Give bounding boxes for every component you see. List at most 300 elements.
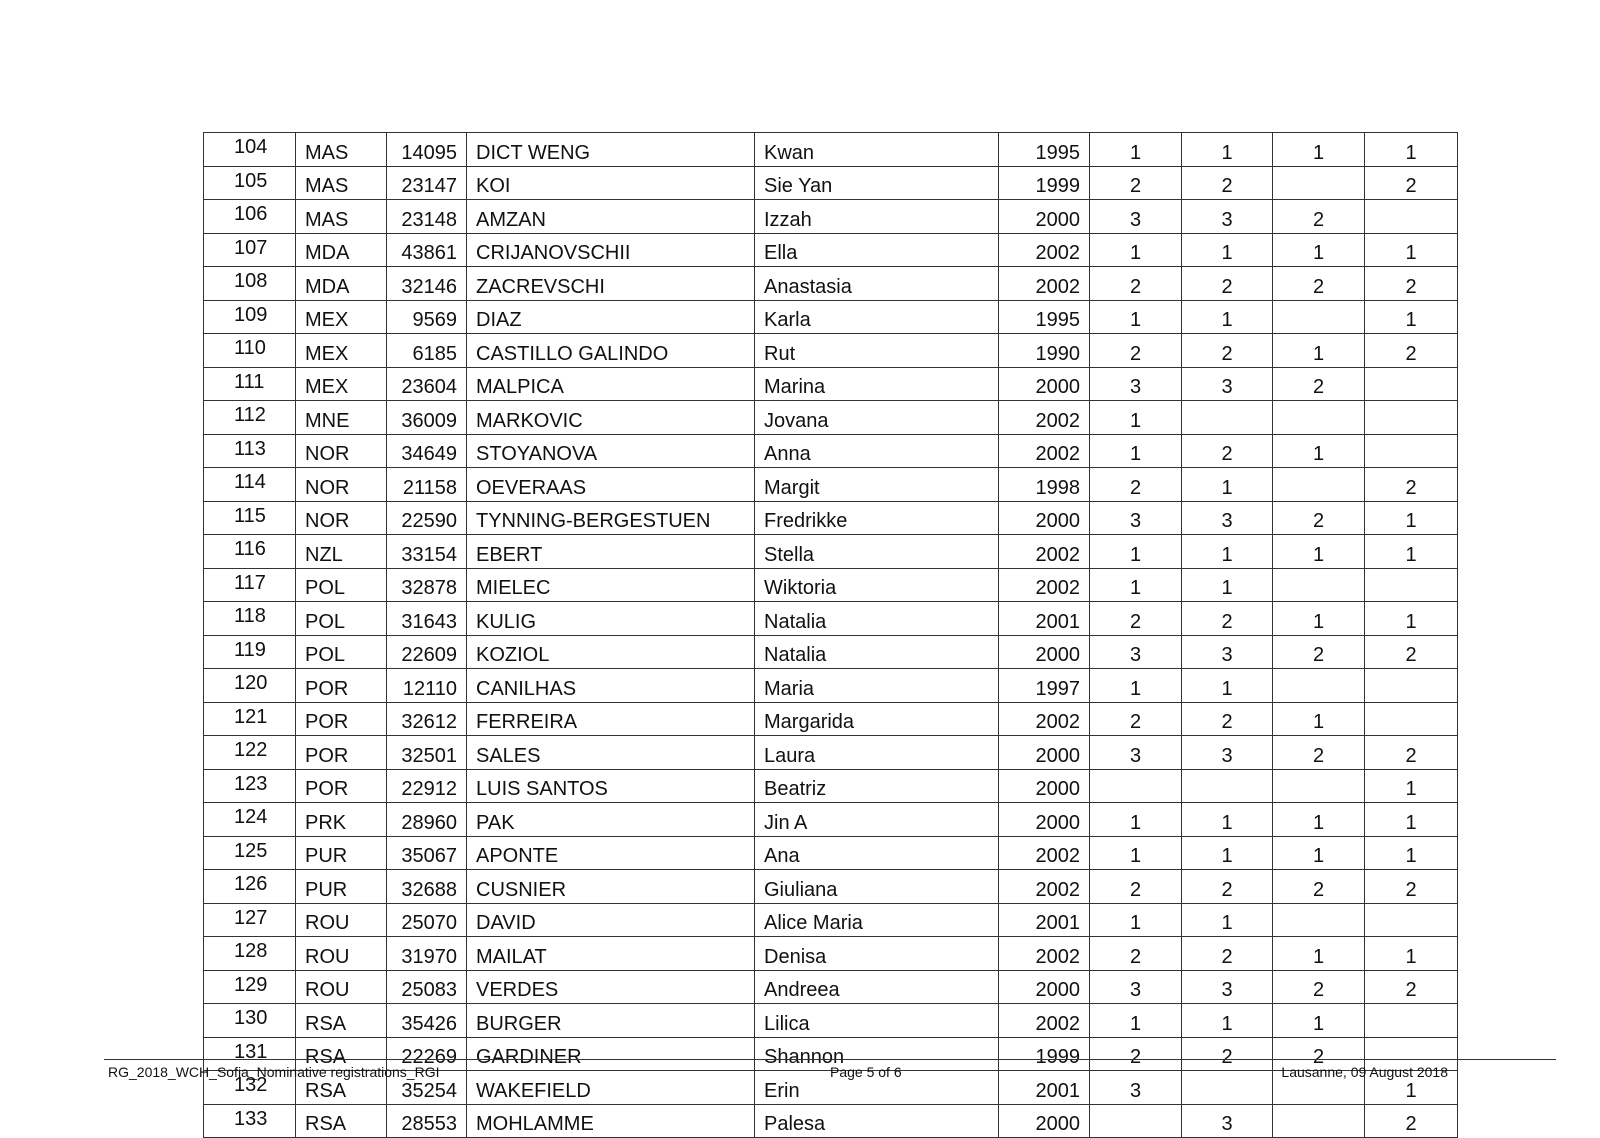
cell-birth-year: 2000 (999, 200, 1090, 234)
cell-id: 12110 (387, 669, 467, 703)
cell-given-name: Erin (755, 1071, 999, 1105)
cell-country: NOR (296, 501, 387, 535)
cell-family-name: DIAZ (467, 300, 755, 334)
table-row (204, 501, 1458, 535)
cell-apparatus-2: 1 (1182, 803, 1273, 837)
table-row (204, 233, 1458, 267)
table-row (204, 367, 1458, 401)
cell-apparatus-3 (1273, 903, 1365, 937)
cell-country: MAS (296, 166, 387, 200)
cell-apparatus-4: 2 (1365, 970, 1458, 1004)
cell-apparatus-2: 2 (1182, 1037, 1273, 1071)
cell-apparatus-3: 2 (1273, 200, 1365, 234)
cell-family-name: KULIG (467, 602, 755, 636)
cell-apparatus-3: 1 (1273, 836, 1365, 870)
cell-number: 123 (204, 769, 296, 803)
cell-id: 23148 (387, 200, 467, 234)
cell-apparatus-4: 2 (1365, 635, 1458, 669)
cell-given-name: Karla (755, 300, 999, 334)
cell-apparatus-1: 2 (1090, 937, 1182, 971)
cell-given-name: Stella (755, 535, 999, 569)
cell-number: 111 (204, 367, 296, 401)
cell-id: 32878 (387, 568, 467, 602)
cell-birth-year: 2002 (999, 267, 1090, 301)
cell-id: 25070 (387, 903, 467, 937)
cell-number: 121 (204, 702, 296, 736)
cell-id: 33154 (387, 535, 467, 569)
table-row (204, 166, 1458, 200)
cell-apparatus-1: 3 (1090, 635, 1182, 669)
cell-apparatus-2: 3 (1182, 970, 1273, 1004)
cell-number: 104 (204, 133, 296, 167)
cell-country: MDA (296, 233, 387, 267)
cell-given-name: Anastasia (755, 267, 999, 301)
cell-given-name: Laura (755, 736, 999, 770)
cell-apparatus-1: 3 (1090, 736, 1182, 770)
cell-birth-year: 2000 (999, 501, 1090, 535)
cell-family-name: TYNNING-BERGESTUEN (467, 501, 755, 535)
cell-apparatus-4: 1 (1365, 836, 1458, 870)
cell-number: 128 (204, 937, 296, 971)
cell-country: RSA (296, 1104, 387, 1138)
cell-given-name: Palesa (755, 1104, 999, 1138)
cell-family-name: SALES (467, 736, 755, 770)
cell-apparatus-1: 3 (1090, 1071, 1182, 1105)
cell-country: POL (296, 602, 387, 636)
cell-id: 14095 (387, 133, 467, 167)
cell-apparatus-2: 1 (1182, 568, 1273, 602)
cell-birth-year: 2000 (999, 970, 1090, 1004)
cell-apparatus-4 (1365, 903, 1458, 937)
cell-country: MAS (296, 200, 387, 234)
cell-family-name: VERDES (467, 970, 755, 1004)
cell-country: RSA (296, 1004, 387, 1038)
cell-given-name: Andreea (755, 970, 999, 1004)
cell-birth-year: 2002 (999, 937, 1090, 971)
cell-apparatus-2: 2 (1182, 702, 1273, 736)
cell-apparatus-3: 1 (1273, 803, 1365, 837)
cell-given-name: Natalia (755, 635, 999, 669)
table-row (204, 401, 1458, 435)
table-row (204, 702, 1458, 736)
cell-apparatus-4: 2 (1365, 166, 1458, 200)
cell-given-name: Jovana (755, 401, 999, 435)
cell-id: 22269 (387, 1037, 467, 1071)
cell-apparatus-4: 2 (1365, 1104, 1458, 1138)
cell-birth-year: 2002 (999, 836, 1090, 870)
cell-family-name: DAVID (467, 903, 755, 937)
cell-family-name: CANILHAS (467, 669, 755, 703)
cell-country: POL (296, 568, 387, 602)
cell-country: PUR (296, 836, 387, 870)
cell-country: PRK (296, 803, 387, 837)
cell-given-name: Beatriz (755, 769, 999, 803)
cell-country: NOR (296, 434, 387, 468)
cell-id: 23604 (387, 367, 467, 401)
table-row (204, 434, 1458, 468)
cell-id: 35254 (387, 1071, 467, 1105)
cell-apparatus-3 (1273, 300, 1365, 334)
cell-country: POR (296, 702, 387, 736)
cell-country: MEX (296, 367, 387, 401)
cell-id: 28553 (387, 1104, 467, 1138)
cell-given-name: Kwan (755, 133, 999, 167)
cell-apparatus-4: 1 (1365, 602, 1458, 636)
cell-number: 106 (204, 200, 296, 234)
cell-number: 122 (204, 736, 296, 770)
cell-number: 119 (204, 635, 296, 669)
cell-number: 110 (204, 334, 296, 368)
cell-apparatus-1 (1090, 769, 1182, 803)
cell-number: 124 (204, 803, 296, 837)
cell-country: MEX (296, 300, 387, 334)
cell-birth-year: 2002 (999, 434, 1090, 468)
cell-apparatus-2: 3 (1182, 200, 1273, 234)
cell-apparatus-2 (1182, 769, 1273, 803)
cell-birth-year: 1999 (999, 1037, 1090, 1071)
cell-apparatus-2: 1 (1182, 903, 1273, 937)
cell-given-name: Marina (755, 367, 999, 401)
cell-apparatus-3: 1 (1273, 334, 1365, 368)
cell-apparatus-4 (1365, 568, 1458, 602)
cell-family-name: MIELEC (467, 568, 755, 602)
cell-given-name: Anna (755, 434, 999, 468)
cell-number: 112 (204, 401, 296, 435)
cell-country: RSA (296, 1071, 387, 1105)
cell-number: 118 (204, 602, 296, 636)
cell-number: 115 (204, 501, 296, 535)
cell-country: MNE (296, 401, 387, 435)
cell-number: 113 (204, 434, 296, 468)
cell-family-name: KOZIOL (467, 635, 755, 669)
cell-family-name: MALPICA (467, 367, 755, 401)
cell-given-name: Sie Yan (755, 166, 999, 200)
cell-number: 109 (204, 300, 296, 334)
cell-number: 105 (204, 166, 296, 200)
cell-apparatus-4 (1365, 401, 1458, 435)
cell-number: 107 (204, 233, 296, 267)
cell-given-name: Fredrikke (755, 501, 999, 535)
footer-place-date: Lausanne, 09 August 2018 (1281, 1064, 1448, 1080)
cell-apparatus-2: 3 (1182, 501, 1273, 535)
cell-given-name: Ella (755, 233, 999, 267)
cell-apparatus-1: 1 (1090, 903, 1182, 937)
cell-given-name: Denisa (755, 937, 999, 971)
cell-apparatus-4 (1365, 1004, 1458, 1038)
cell-apparatus-2: 3 (1182, 736, 1273, 770)
cell-apparatus-4: 1 (1365, 233, 1458, 267)
cell-apparatus-3: 2 (1273, 501, 1365, 535)
cell-apparatus-2 (1182, 401, 1273, 435)
cell-country: MAS (296, 133, 387, 167)
cell-birth-year: 1997 (999, 669, 1090, 703)
cell-apparatus-4 (1365, 434, 1458, 468)
cell-birth-year: 2002 (999, 401, 1090, 435)
cell-number: 108 (204, 267, 296, 301)
table-row (204, 300, 1458, 334)
cell-apparatus-2: 2 (1182, 166, 1273, 200)
cell-given-name: Margarida (755, 702, 999, 736)
cell-family-name: CUSNIER (467, 870, 755, 904)
cell-apparatus-4 (1365, 669, 1458, 703)
cell-given-name: Jin A (755, 803, 999, 837)
cell-country: MEX (296, 334, 387, 368)
cell-apparatus-1: 1 (1090, 803, 1182, 837)
cell-apparatus-1: 2 (1090, 468, 1182, 502)
cell-id: 32146 (387, 267, 467, 301)
cell-given-name: Maria (755, 669, 999, 703)
cell-family-name: LUIS SANTOS (467, 769, 755, 803)
cell-id: 43861 (387, 233, 467, 267)
cell-given-name: Alice Maria (755, 903, 999, 937)
cell-apparatus-4: 1 (1365, 535, 1458, 569)
table-row (204, 1004, 1458, 1038)
cell-apparatus-2: 1 (1182, 836, 1273, 870)
cell-apparatus-2: 2 (1182, 870, 1273, 904)
table-row (204, 635, 1458, 669)
cell-apparatus-2: 1 (1182, 1004, 1273, 1038)
cell-apparatus-2: 3 (1182, 635, 1273, 669)
cell-number: 117 (204, 568, 296, 602)
cell-apparatus-2: 2 (1182, 937, 1273, 971)
cell-birth-year: 2000 (999, 803, 1090, 837)
cell-apparatus-1: 2 (1090, 334, 1182, 368)
cell-birth-year: 2001 (999, 602, 1090, 636)
table-body (204, 133, 1458, 1138)
cell-id: 32612 (387, 702, 467, 736)
cell-family-name: KOI (467, 166, 755, 200)
cell-apparatus-4: 1 (1365, 937, 1458, 971)
cell-id: 28960 (387, 803, 467, 837)
cell-birth-year: 2000 (999, 1104, 1090, 1138)
cell-apparatus-4: 2 (1365, 736, 1458, 770)
cell-family-name: MAILAT (467, 937, 755, 971)
cell-number: 130 (204, 1004, 296, 1038)
table-row (204, 669, 1458, 703)
cell-number: 126 (204, 870, 296, 904)
cell-apparatus-1: 1 (1090, 1004, 1182, 1038)
cell-apparatus-1: 1 (1090, 401, 1182, 435)
cell-id: 6185 (387, 334, 467, 368)
cell-apparatus-4 (1365, 200, 1458, 234)
table-row (204, 1104, 1458, 1138)
cell-given-name: Wiktoria (755, 568, 999, 602)
cell-apparatus-3: 2 (1273, 736, 1365, 770)
cell-apparatus-2: 3 (1182, 1104, 1273, 1138)
table-row (204, 468, 1458, 502)
cell-id: 22590 (387, 501, 467, 535)
cell-apparatus-1: 1 (1090, 568, 1182, 602)
cell-family-name: GARDINER (467, 1037, 755, 1071)
cell-birth-year: 2000 (999, 769, 1090, 803)
cell-birth-year: 2000 (999, 635, 1090, 669)
cell-apparatus-1: 3 (1090, 970, 1182, 1004)
cell-id: 25083 (387, 970, 467, 1004)
cell-country: NOR (296, 468, 387, 502)
cell-apparatus-3 (1273, 669, 1365, 703)
table-row (204, 937, 1458, 971)
table-row (204, 803, 1458, 837)
cell-apparatus-4: 1 (1365, 1071, 1458, 1105)
cell-apparatus-3: 1 (1273, 1004, 1365, 1038)
cell-apparatus-1: 1 (1090, 233, 1182, 267)
cell-family-name: AMZAN (467, 200, 755, 234)
cell-apparatus-1: 3 (1090, 501, 1182, 535)
cell-family-name: WAKEFIELD (467, 1071, 755, 1105)
cell-apparatus-4: 1 (1365, 803, 1458, 837)
cell-apparatus-1: 2 (1090, 702, 1182, 736)
cell-family-name: DICT WENG (467, 133, 755, 167)
cell-apparatus-3 (1273, 568, 1365, 602)
cell-apparatus-1: 2 (1090, 166, 1182, 200)
cell-apparatus-3: 2 (1273, 970, 1365, 1004)
cell-apparatus-3 (1273, 166, 1365, 200)
footer-document-name: RG_2018_WCH_Sofia_Nominative registrations_RGI (108, 1064, 440, 1080)
cell-number: 132 (204, 1071, 296, 1105)
cell-apparatus-1: 1 (1090, 669, 1182, 703)
cell-country: RSA (296, 1037, 387, 1071)
cell-apparatus-4 (1365, 367, 1458, 401)
cell-apparatus-3: 1 (1273, 937, 1365, 971)
cell-apparatus-4: 2 (1365, 334, 1458, 368)
cell-given-name: Margit (755, 468, 999, 502)
cell-apparatus-3: 1 (1273, 434, 1365, 468)
cell-given-name: Izzah (755, 200, 999, 234)
cell-apparatus-1 (1090, 1104, 1182, 1138)
cell-apparatus-3 (1273, 1104, 1365, 1138)
cell-apparatus-2: 2 (1182, 334, 1273, 368)
cell-family-name: STOYANOVA (467, 434, 755, 468)
footer-divider (104, 1059, 1556, 1060)
cell-birth-year: 2002 (999, 702, 1090, 736)
cell-birth-year: 1999 (999, 166, 1090, 200)
cell-apparatus-1: 2 (1090, 267, 1182, 301)
cell-apparatus-3: 1 (1273, 535, 1365, 569)
cell-number: 120 (204, 669, 296, 703)
cell-id: 35067 (387, 836, 467, 870)
cell-apparatus-3 (1273, 401, 1365, 435)
cell-apparatus-2: 3 (1182, 367, 1273, 401)
cell-number: 125 (204, 836, 296, 870)
cell-apparatus-1: 1 (1090, 434, 1182, 468)
cell-birth-year: 2001 (999, 903, 1090, 937)
cell-apparatus-2: 1 (1182, 133, 1273, 167)
cell-number: 116 (204, 535, 296, 569)
cell-birth-year: 2002 (999, 535, 1090, 569)
cell-apparatus-4: 1 (1365, 501, 1458, 535)
cell-country: MDA (296, 267, 387, 301)
cell-birth-year: 1990 (999, 334, 1090, 368)
cell-apparatus-2: 2 (1182, 267, 1273, 301)
cell-id: 36009 (387, 401, 467, 435)
cell-id: 31643 (387, 602, 467, 636)
cell-given-name: Natalia (755, 602, 999, 636)
cell-family-name: MOHLAMME (467, 1104, 755, 1138)
cell-number: 131 (204, 1037, 296, 1071)
cell-apparatus-3: 1 (1273, 602, 1365, 636)
cell-family-name: EBERT (467, 535, 755, 569)
cell-family-name: OEVERAAS (467, 468, 755, 502)
registrations-table (203, 132, 1458, 1138)
cell-number: 114 (204, 468, 296, 502)
cell-apparatus-4: 2 (1365, 267, 1458, 301)
cell-apparatus-2: 1 (1182, 468, 1273, 502)
cell-birth-year: 2001 (999, 1071, 1090, 1105)
cell-birth-year: 1998 (999, 468, 1090, 502)
cell-family-name: CRIJANOVSCHII (467, 233, 755, 267)
cell-family-name: CASTILLO GALINDO (467, 334, 755, 368)
cell-family-name: ZACREVSCHI (467, 267, 755, 301)
cell-birth-year: 2000 (999, 736, 1090, 770)
cell-birth-year: 2000 (999, 367, 1090, 401)
cell-apparatus-3: 1 (1273, 233, 1365, 267)
cell-id: 32688 (387, 870, 467, 904)
cell-apparatus-1: 1 (1090, 133, 1182, 167)
cell-id: 22912 (387, 769, 467, 803)
cell-country: POR (296, 669, 387, 703)
table-row (204, 334, 1458, 368)
cell-apparatus-2: 1 (1182, 300, 1273, 334)
cell-apparatus-2: 2 (1182, 434, 1273, 468)
cell-family-name: APONTE (467, 836, 755, 870)
cell-apparatus-4: 2 (1365, 870, 1458, 904)
table-row (204, 903, 1458, 937)
cell-id: 21158 (387, 468, 467, 502)
cell-id: 34649 (387, 434, 467, 468)
cell-family-name: FERREIRA (467, 702, 755, 736)
table-row (204, 769, 1458, 803)
cell-apparatus-2 (1182, 1071, 1273, 1105)
cell-country: ROU (296, 903, 387, 937)
cell-apparatus-2: 1 (1182, 535, 1273, 569)
cell-apparatus-4: 1 (1365, 300, 1458, 334)
cell-apparatus-4: 1 (1365, 133, 1458, 167)
cell-given-name: Giuliana (755, 870, 999, 904)
cell-apparatus-3: 1 (1273, 133, 1365, 167)
cell-apparatus-3: 2 (1273, 367, 1365, 401)
table-row (204, 602, 1458, 636)
cell-id: 31970 (387, 937, 467, 971)
cell-id: 22609 (387, 635, 467, 669)
cell-id: 32501 (387, 736, 467, 770)
cell-apparatus-2: 2 (1182, 602, 1273, 636)
cell-apparatus-3: 1 (1273, 702, 1365, 736)
cell-id: 35426 (387, 1004, 467, 1038)
cell-apparatus-3: 2 (1273, 267, 1365, 301)
footer-page-number: Page 5 of 6 (830, 1064, 902, 1080)
cell-number: 133 (204, 1104, 296, 1138)
cell-apparatus-3 (1273, 468, 1365, 502)
cell-apparatus-2: 1 (1182, 669, 1273, 703)
cell-country: ROU (296, 970, 387, 1004)
cell-country: PUR (296, 870, 387, 904)
cell-apparatus-1: 2 (1090, 870, 1182, 904)
cell-apparatus-1: 1 (1090, 836, 1182, 870)
cell-apparatus-1: 2 (1090, 1037, 1182, 1071)
table-row (204, 970, 1458, 1004)
cell-birth-year: 2002 (999, 870, 1090, 904)
table-row (204, 836, 1458, 870)
table-row (204, 568, 1458, 602)
cell-apparatus-4: 2 (1365, 468, 1458, 502)
cell-apparatus-3: 2 (1273, 1037, 1365, 1071)
cell-apparatus-3: 2 (1273, 635, 1365, 669)
table-row (204, 133, 1458, 167)
cell-country: POR (296, 736, 387, 770)
cell-family-name: BURGER (467, 1004, 755, 1038)
table-row (204, 736, 1458, 770)
cell-apparatus-1: 3 (1090, 367, 1182, 401)
